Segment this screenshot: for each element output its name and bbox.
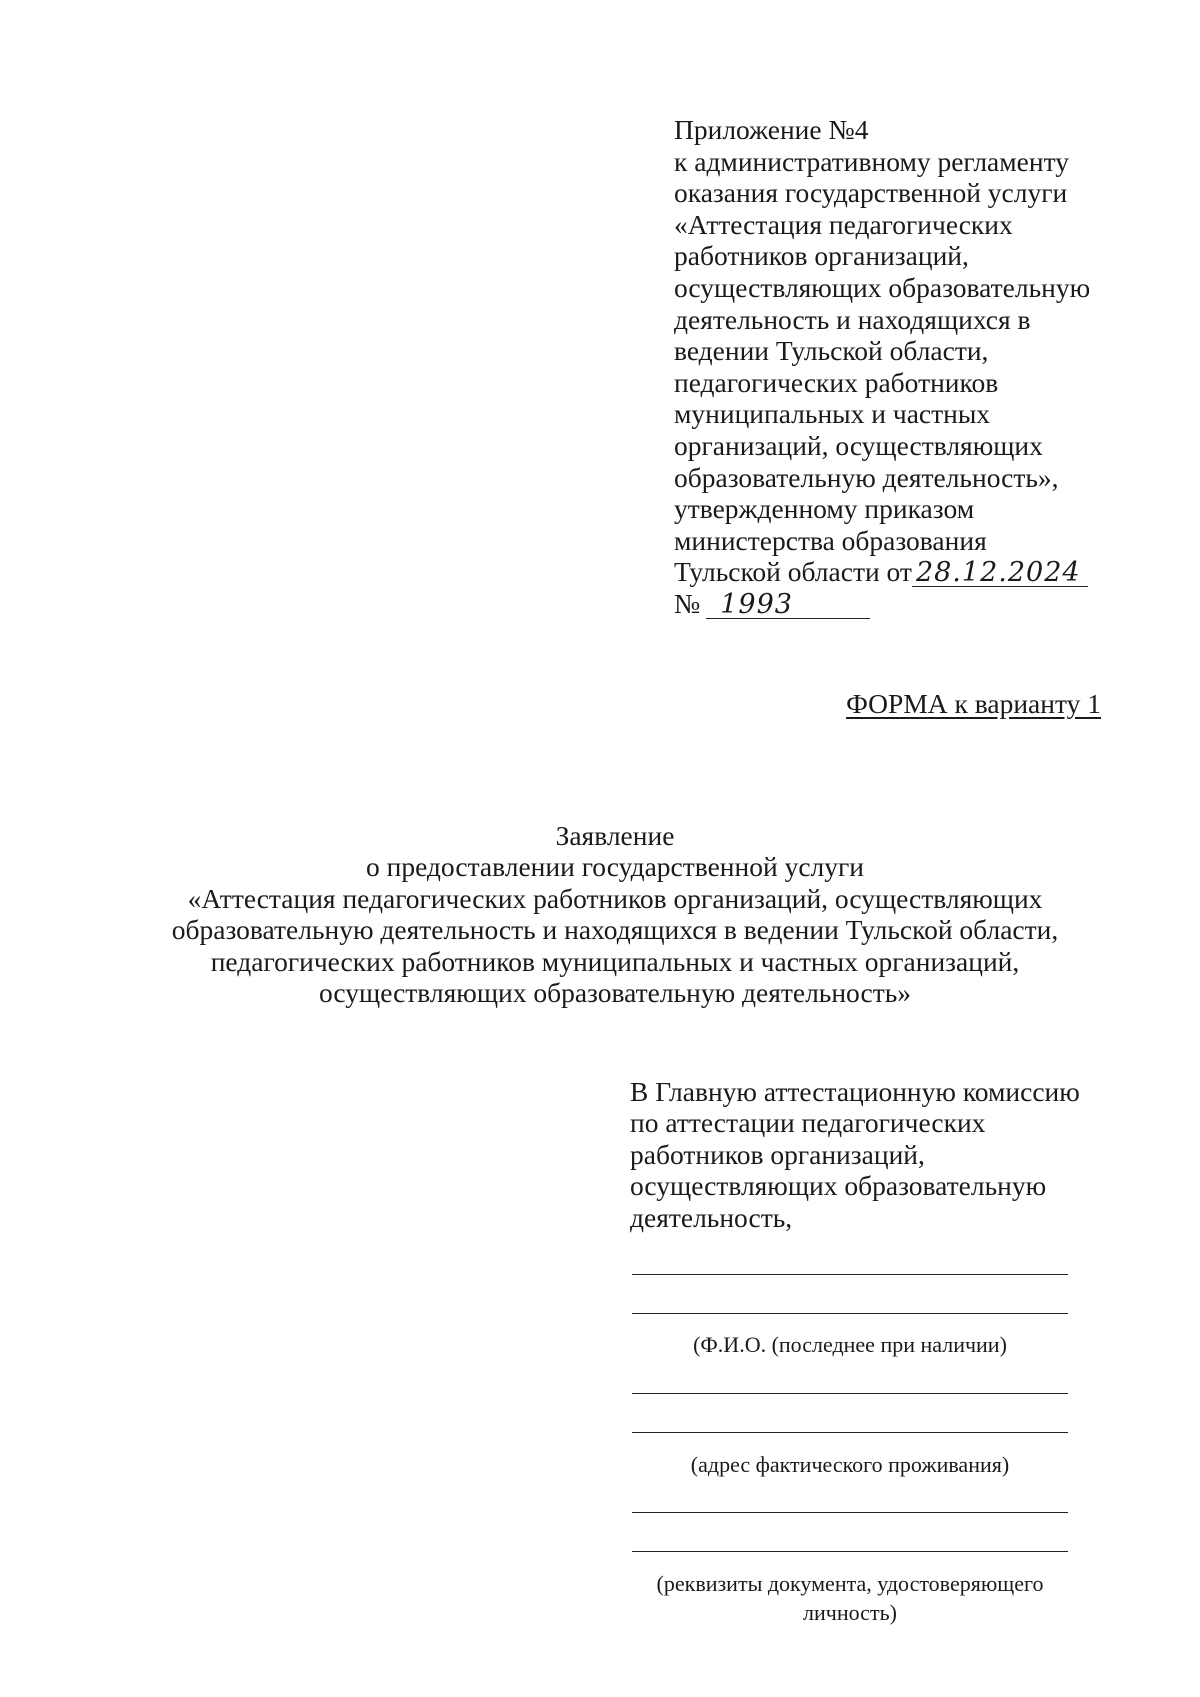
annex-line: образовательную деятельность», bbox=[674, 461, 1059, 493]
id-document-caption bbox=[632, 1569, 1068, 1627]
recipient-line: деятельность, bbox=[630, 1201, 793, 1233]
id-document-caption-line: (реквизиты документа, удостоверяющего bbox=[656, 1571, 1044, 1596]
annex-line: муниципальных и частных bbox=[674, 398, 991, 430]
annex-number-line bbox=[674, 588, 1174, 620]
annex-date-line bbox=[674, 556, 1174, 588]
statement-line: о предоставлении государственной услуги bbox=[366, 851, 864, 883]
recipient-line: по аттестации педагогических bbox=[630, 1107, 986, 1139]
recipient-line: осуществляющих образовательную bbox=[630, 1170, 1047, 1202]
annex-line: министерства образования bbox=[674, 524, 987, 556]
address-caption: (адрес фактического проживания) bbox=[690, 1452, 1010, 1477]
address-field-line-2[interactable] bbox=[632, 1432, 1068, 1433]
annex-line: организаций, осуществляющих bbox=[674, 429, 1043, 461]
statement-line: осуществляющих образовательную деятельность» bbox=[318, 977, 911, 1009]
recipient-line: работников организаций, bbox=[630, 1138, 925, 1170]
annex-line: оказания государственной услуги bbox=[674, 177, 1068, 209]
form-variant-label: ФОРМА к варианту 1 bbox=[846, 688, 1101, 719]
statement-line: образовательную деятельность и находящихся в ведении Тульской области, bbox=[171, 914, 1059, 946]
annex-line: «Аттестация педагогических bbox=[674, 208, 1013, 240]
handwritten-date: 28.12.2024 bbox=[912, 560, 1088, 587]
fio-field-line-1[interactable] bbox=[632, 1274, 1068, 1275]
statement-line: Заявление bbox=[555, 820, 675, 851]
id-document-field-line-1[interactable] bbox=[632, 1512, 1068, 1513]
recipient-line: В Главную аттестационную комиссию bbox=[630, 1076, 1080, 1107]
id-document-caption-line: личность) bbox=[803, 1600, 897, 1625]
annex-header bbox=[674, 114, 1174, 620]
fio-caption: (Ф.И.О. (последнее при наличии) bbox=[693, 1332, 1007, 1357]
fio-field-line-2[interactable] bbox=[632, 1313, 1068, 1314]
annex-line: ведении Тульской области, bbox=[674, 335, 989, 367]
annex-date-prefix: Тульской области от bbox=[674, 556, 912, 588]
annex-line: работников организаций, bbox=[674, 240, 969, 272]
annex-line: утвержденному приказом bbox=[674, 493, 975, 525]
annex-line: деятельность и находящихся в bbox=[674, 303, 1031, 335]
annex-line: к административному регламенту bbox=[674, 145, 1069, 177]
handwritten-number: 1993 bbox=[706, 592, 870, 619]
recipient-block bbox=[630, 1076, 1150, 1233]
annex-line: педагогических работников bbox=[674, 366, 999, 398]
statement-line: педагогических работников муниципальных и частных организаций, bbox=[210, 945, 1020, 977]
annex-line: Приложение №4 bbox=[674, 114, 869, 145]
address-field-line-1[interactable] bbox=[632, 1393, 1068, 1394]
statement-title bbox=[100, 820, 1130, 1008]
statement-line: «Аттестация педагогических работников организаций, осуществляющих bbox=[187, 882, 1043, 914]
annex-line: осуществляющих образовательную bbox=[674, 271, 1091, 303]
id-document-field-line-2[interactable] bbox=[632, 1551, 1068, 1552]
annex-number-prefix: № bbox=[674, 587, 701, 619]
